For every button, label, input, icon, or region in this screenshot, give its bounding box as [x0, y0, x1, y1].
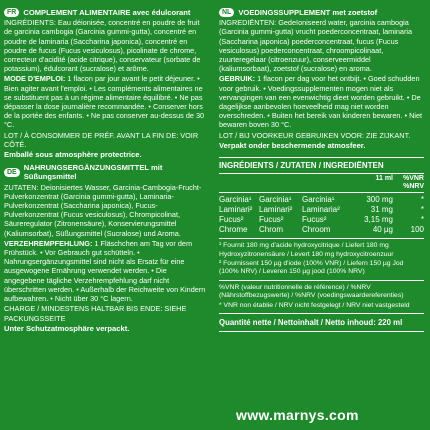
fr-language-badge: FR: [4, 8, 19, 17]
nl-title-text: VOEDINGSSUPPLEMENT met zoetstof: [238, 8, 378, 17]
nutrient-fr: Garcinia¹: [219, 195, 252, 205]
nutrient-pct: *: [420, 215, 424, 225]
nutrition-amount-header: 11 ml: [375, 175, 393, 183]
nutrient-nl: Fucus²: [302, 215, 327, 225]
footnote-4: * VNR non établie / NRV nicht festgelegt / NRV niet vastgesteld: [219, 301, 410, 309]
nutrient-de: Laminari²: [259, 205, 293, 215]
fr-directions-label: MODE D'EMPLOI:: [4, 74, 66, 84]
fr-directions-text: 1 flacon par jour avant le petit déjeuner. • Bien agiter avant l'emploi. • Les compléments alimentaires ne se substituent pas à un régime alimentaire équilibré. • Ne pas dépasser la dose journalière recommandée. • Conserver hors de la portée des enfants. • Ne pas conserver au-dessus de 30 °C.: [4, 74, 205, 130]
fr-packaging: Emballé sous atmosphère protectrice.: [4, 150, 142, 160]
nutrition-pct-header: [393, 175, 424, 191]
nutrient-amount: 40 µg: [372, 225, 393, 235]
nl-ingredients: INGREDIËNTEN: Gedeïoniseerd water, garcinia cambogia (Garcinia gummi-gutta) vrucht poederconcentraat, laminaria (Saccharina japonica) poederconcentraat, fucus (Fucus vesiculosus) poederconcentraat, chroompicolinaat, zuurteregelaar (citroenzuur), conserveermiddel (kaliumsorbaat), zoetstof (sucralose) en aroma.: [219, 18, 413, 74]
nutrient-nl: Laminaria²: [302, 205, 340, 215]
de-lot: CHARGE / MINDESTENS HALTBAR BIS ENDE: SIEHE PACKUNGSSEITE: [4, 304, 187, 323]
de-ingredients: ZUTATEN: Deionisiertes Wasser, Garcinia-Cambogia-Frucht-Pulverkonzentrat (Garcinia gummi-gutta), Laminaria-Pulverkonzentrat (Saccharina japonica), Fucus-Pulverkonzentrat (Fucus vesiculosus), Chrompicolinat, Säureregulator (Zitronensäure), Konservierungsmittel (Kaliumsorbat), Süßungsmittel (Sucralose) und Aroma.: [4, 182, 202, 238]
nl-packaging: Verpakt onder beschermende atmosfeer.: [219, 140, 366, 150]
nutrient-pct: *: [420, 205, 424, 215]
nutrient-de: Fucus²: [259, 215, 284, 225]
right-column: [219, 8, 424, 332]
de-title: [4, 163, 209, 181]
vnr-header: %VNR: [402, 175, 424, 183]
nutrition-row: [219, 225, 424, 235]
nutrient-pct: 100: [410, 225, 424, 235]
nutrition-header: [219, 175, 424, 191]
nutrient-amount: 31 mg: [370, 205, 393, 215]
nl-directions-label: GEBRUIK:: [219, 74, 256, 84]
de-directions: [4, 239, 209, 303]
nutrition-rows: [219, 195, 424, 235]
de-language-badge: DE: [4, 168, 20, 177]
nutrient-de: Garcinia¹: [259, 195, 292, 205]
de-packaging: Unter Schutzatmosphäre verpackt.: [4, 323, 130, 333]
nutrient-nl: Garcinia¹: [302, 195, 335, 205]
fr-title: [4, 8, 209, 17]
nutrition-title: INGRÉDIENTS / ZUTATEN / INGREDIËNTEN: [219, 157, 424, 174]
nutrient-fr: Chrome: [219, 225, 248, 235]
footnote-2: ² Fournissent 150 µg d'iode (100% VNR) / Liefern 150 µg Jod (100% NRV) / Leveren 150 µg jood (100% NRV): [219, 260, 404, 276]
nutrition-row: [219, 205, 424, 215]
fr-title-text: COMPLEMENT ALIMENTAIRE avec édulcorant: [23, 8, 191, 17]
left-column: [4, 8, 209, 334]
fr-lot: LOT / À CONSOMMER DE PRÉF. AVANT LA FIN DE: VOIR CÔTÉ.: [4, 130, 199, 149]
nutrient-de: Chrom: [259, 225, 284, 235]
nutrient-nl: Chroom: [302, 225, 331, 235]
nutrition-row: [219, 215, 424, 225]
fr-directions: [4, 74, 209, 129]
footnote-3: %VNR (valeur nutritionnelle de référence) / %NRV (Nährstoffbezugswerte) / %NRV (voedingswaardereferenties): [219, 283, 404, 300]
net-quantity: Quantité nette / Nettoinhalt / Netto inhoud: 220 ml: [219, 313, 424, 332]
nutrient-fr: Laminari²: [219, 205, 253, 215]
nrv-header: %NRV: [403, 183, 424, 191]
nl-directions: [219, 74, 424, 129]
nl-directions-text: 1 flacon per dag voor het ontbijt. • Goed schudden voor gebruik. • Voedingssupplementen mogen niet als vervangingen van een evenwichtig dieet worden gebruikt. • De dagelijkse aanbevolen hoeveelheid mag niet worden overschreden. • Buiten het bereik van kinderen bewaren. • Niet bewaren boven 30 °C.: [219, 74, 423, 130]
nutrient-amount: 300 mg: [366, 195, 393, 205]
nutrient-amount: 3,15 mg: [364, 215, 393, 225]
nutrient-fr: Fucus²: [219, 215, 244, 225]
nutrition-row: [219, 195, 424, 205]
nl-lot: LOT / BIJ VOORKEUR GEBRUIKEN VOOR: ZIE ZIJKANT.: [219, 130, 411, 140]
de-directions-text: 1 Fläschchen am Tag vor dem Frühstück. • Vor Gebrauch gut schütteln. • Nahrungsergänzungsmittel sind nicht als Ersatz für eine ausgewogene Ernährung verwendet werden. • Die angegebene tägliche Verzehrempfehlung darf nicht überschritten werden. • Außerhalb der Reichweite von Kindern aufbewahren. • Nicht über 30 °C lagern.: [4, 238, 206, 304]
fr-ingredients: INGRÉDIENTS: Eau déionisée, concentré en poudre de fruit de garcinia cambogia (Garcinia gummi-gutta), concentré en poudre de laminaria (Saccharina japonica), concentré en poudre de fucus (Fucus vesiculosus), picolinate de chrome, correcteur d'acidité (acide citrique), conservateur (sorbate de potassium), édulcorant (sucralose) et arôme.: [4, 18, 201, 74]
footnote-1: ¹ Fournit 180 mg d'acide hydroxycitrique / Liefert 180 mg Hydroxyzitronensäure / Levert 180 mg hydroxycitroenzuur: [219, 242, 394, 258]
de-title-text: NAHRUNGSERGÄNZUNGSMITTEL mit Süßungsmittel: [23, 163, 163, 182]
brand-url: www.marnys.com: [236, 407, 359, 423]
nl-language-badge: NL: [219, 8, 234, 17]
de-directions-label: VERZEHREMPFEHLUNG:: [4, 238, 93, 248]
nl-title: [219, 8, 424, 17]
nutrient-pct: *: [420, 195, 424, 205]
